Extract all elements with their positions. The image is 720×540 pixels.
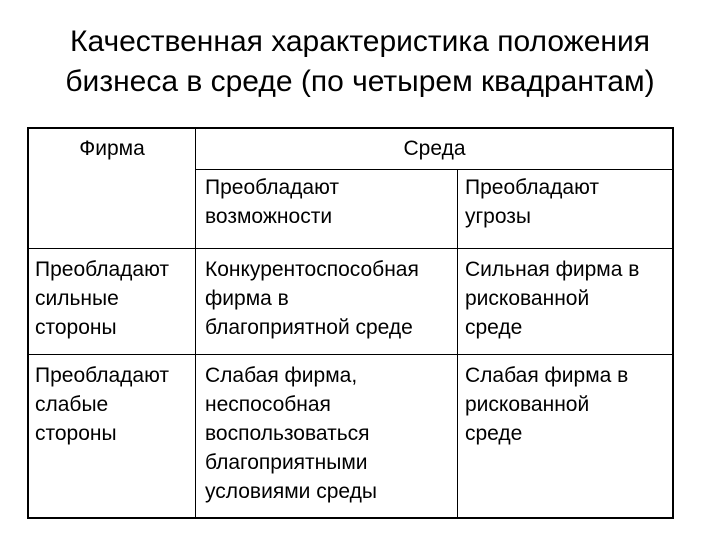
slide-title-line-1: Качественная характеристика положения	[69, 25, 651, 58]
row-strong-opportunities: Конкурентоспособная фирма в благоприятной среде	[205, 258, 419, 339]
row-weak-threats: Слабая фирма в рискованной среде	[465, 364, 629, 445]
column-opportunities: Преобладают возможности	[205, 176, 339, 228]
divider-col-1	[195, 129, 196, 517]
divider-header	[195, 169, 674, 170]
slide-title	[0, 22, 720, 102]
divider-row-1	[29, 248, 674, 249]
row-weak-label: Преобладают слабые стороны	[35, 364, 169, 445]
row-weak-opportunities: Слабая фирма, неспособная воспользоваться благоприятными условиями среды	[205, 364, 377, 503]
row-strong-threats: Сильная фирма в рискованной среде	[465, 258, 640, 339]
row-strong-label: Преобладают сильные стороны	[35, 258, 169, 339]
slide-title-line-2: бизнеса в среде (по четырем квадрантам)	[65, 65, 655, 98]
header-environment: Среда	[403, 137, 466, 160]
quadrant-table	[27, 127, 674, 519]
divider-col-2	[457, 169, 458, 517]
header-firm: Фирма	[79, 137, 145, 160]
column-threats: Преобладают угрозы	[465, 176, 599, 228]
divider-row-2	[29, 354, 674, 355]
